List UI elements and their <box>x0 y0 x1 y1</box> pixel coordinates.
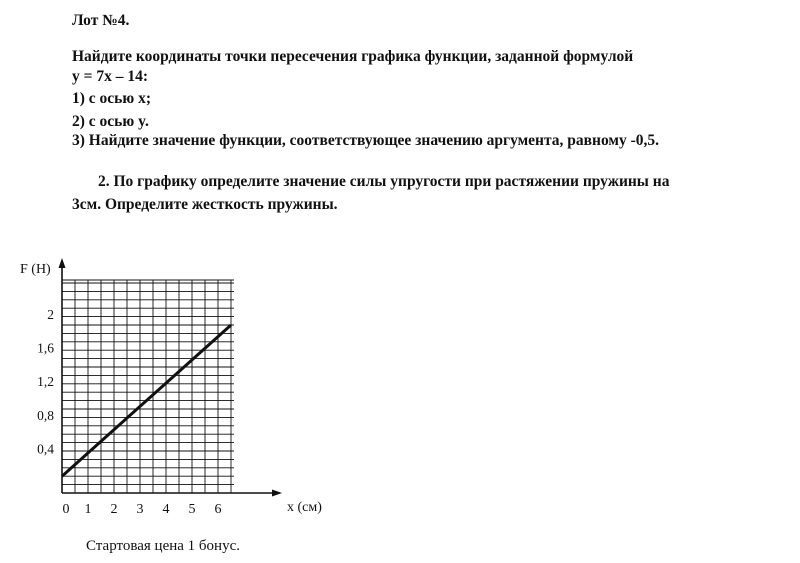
lot-title: Лот №4. <box>72 12 130 29</box>
starting-price: Стартовая цена 1 бонус. <box>86 538 240 554</box>
y-tick-label: 0,8 <box>37 407 54 423</box>
task2-line1: 2. По графику определите значение силы упругости при растяжении пружины на <box>98 173 670 190</box>
task1-item-y-axis: 2) с осью y. <box>72 113 149 130</box>
x-tick-label: 2 <box>110 502 118 517</box>
task1-item-x-axis: 1) с осью x; <box>72 90 151 107</box>
y-tick-label: 2 <box>47 307 54 322</box>
x-tick-label: 6 <box>214 502 222 517</box>
task1-formula: y = 7x – 14: <box>72 68 148 85</box>
task1-intro: Найдите координаты точки пересечения графика функции, заданной формулой <box>72 48 634 65</box>
x-axis-label: x (см) <box>287 500 322 515</box>
x-tick-label: 4 <box>162 502 170 517</box>
chart-ticks <box>37 307 221 517</box>
task2-line2: 3см. Определите жесткость пружины. <box>72 196 338 213</box>
y-axis-arrow <box>59 258 66 268</box>
x-tick-label: 0 <box>62 502 70 517</box>
x-tick-label: 3 <box>136 502 144 517</box>
y-tick-label: 1,6 <box>37 340 54 356</box>
task1-item-value: 3) Найдите значение функции, соответствующее значению аргумента, равному -0,5. <box>72 132 660 149</box>
chart-axes <box>59 258 283 497</box>
x-tick-label: 5 <box>188 502 196 517</box>
x-tick-label: 1 <box>84 502 92 517</box>
y-tick-label: 0,4 <box>37 441 54 457</box>
chart-grid <box>62 280 234 493</box>
x-axis-arrow <box>272 490 282 497</box>
y-tick-label: 1,2 <box>37 374 54 390</box>
y-axis-label: F (Н) <box>20 262 51 277</box>
